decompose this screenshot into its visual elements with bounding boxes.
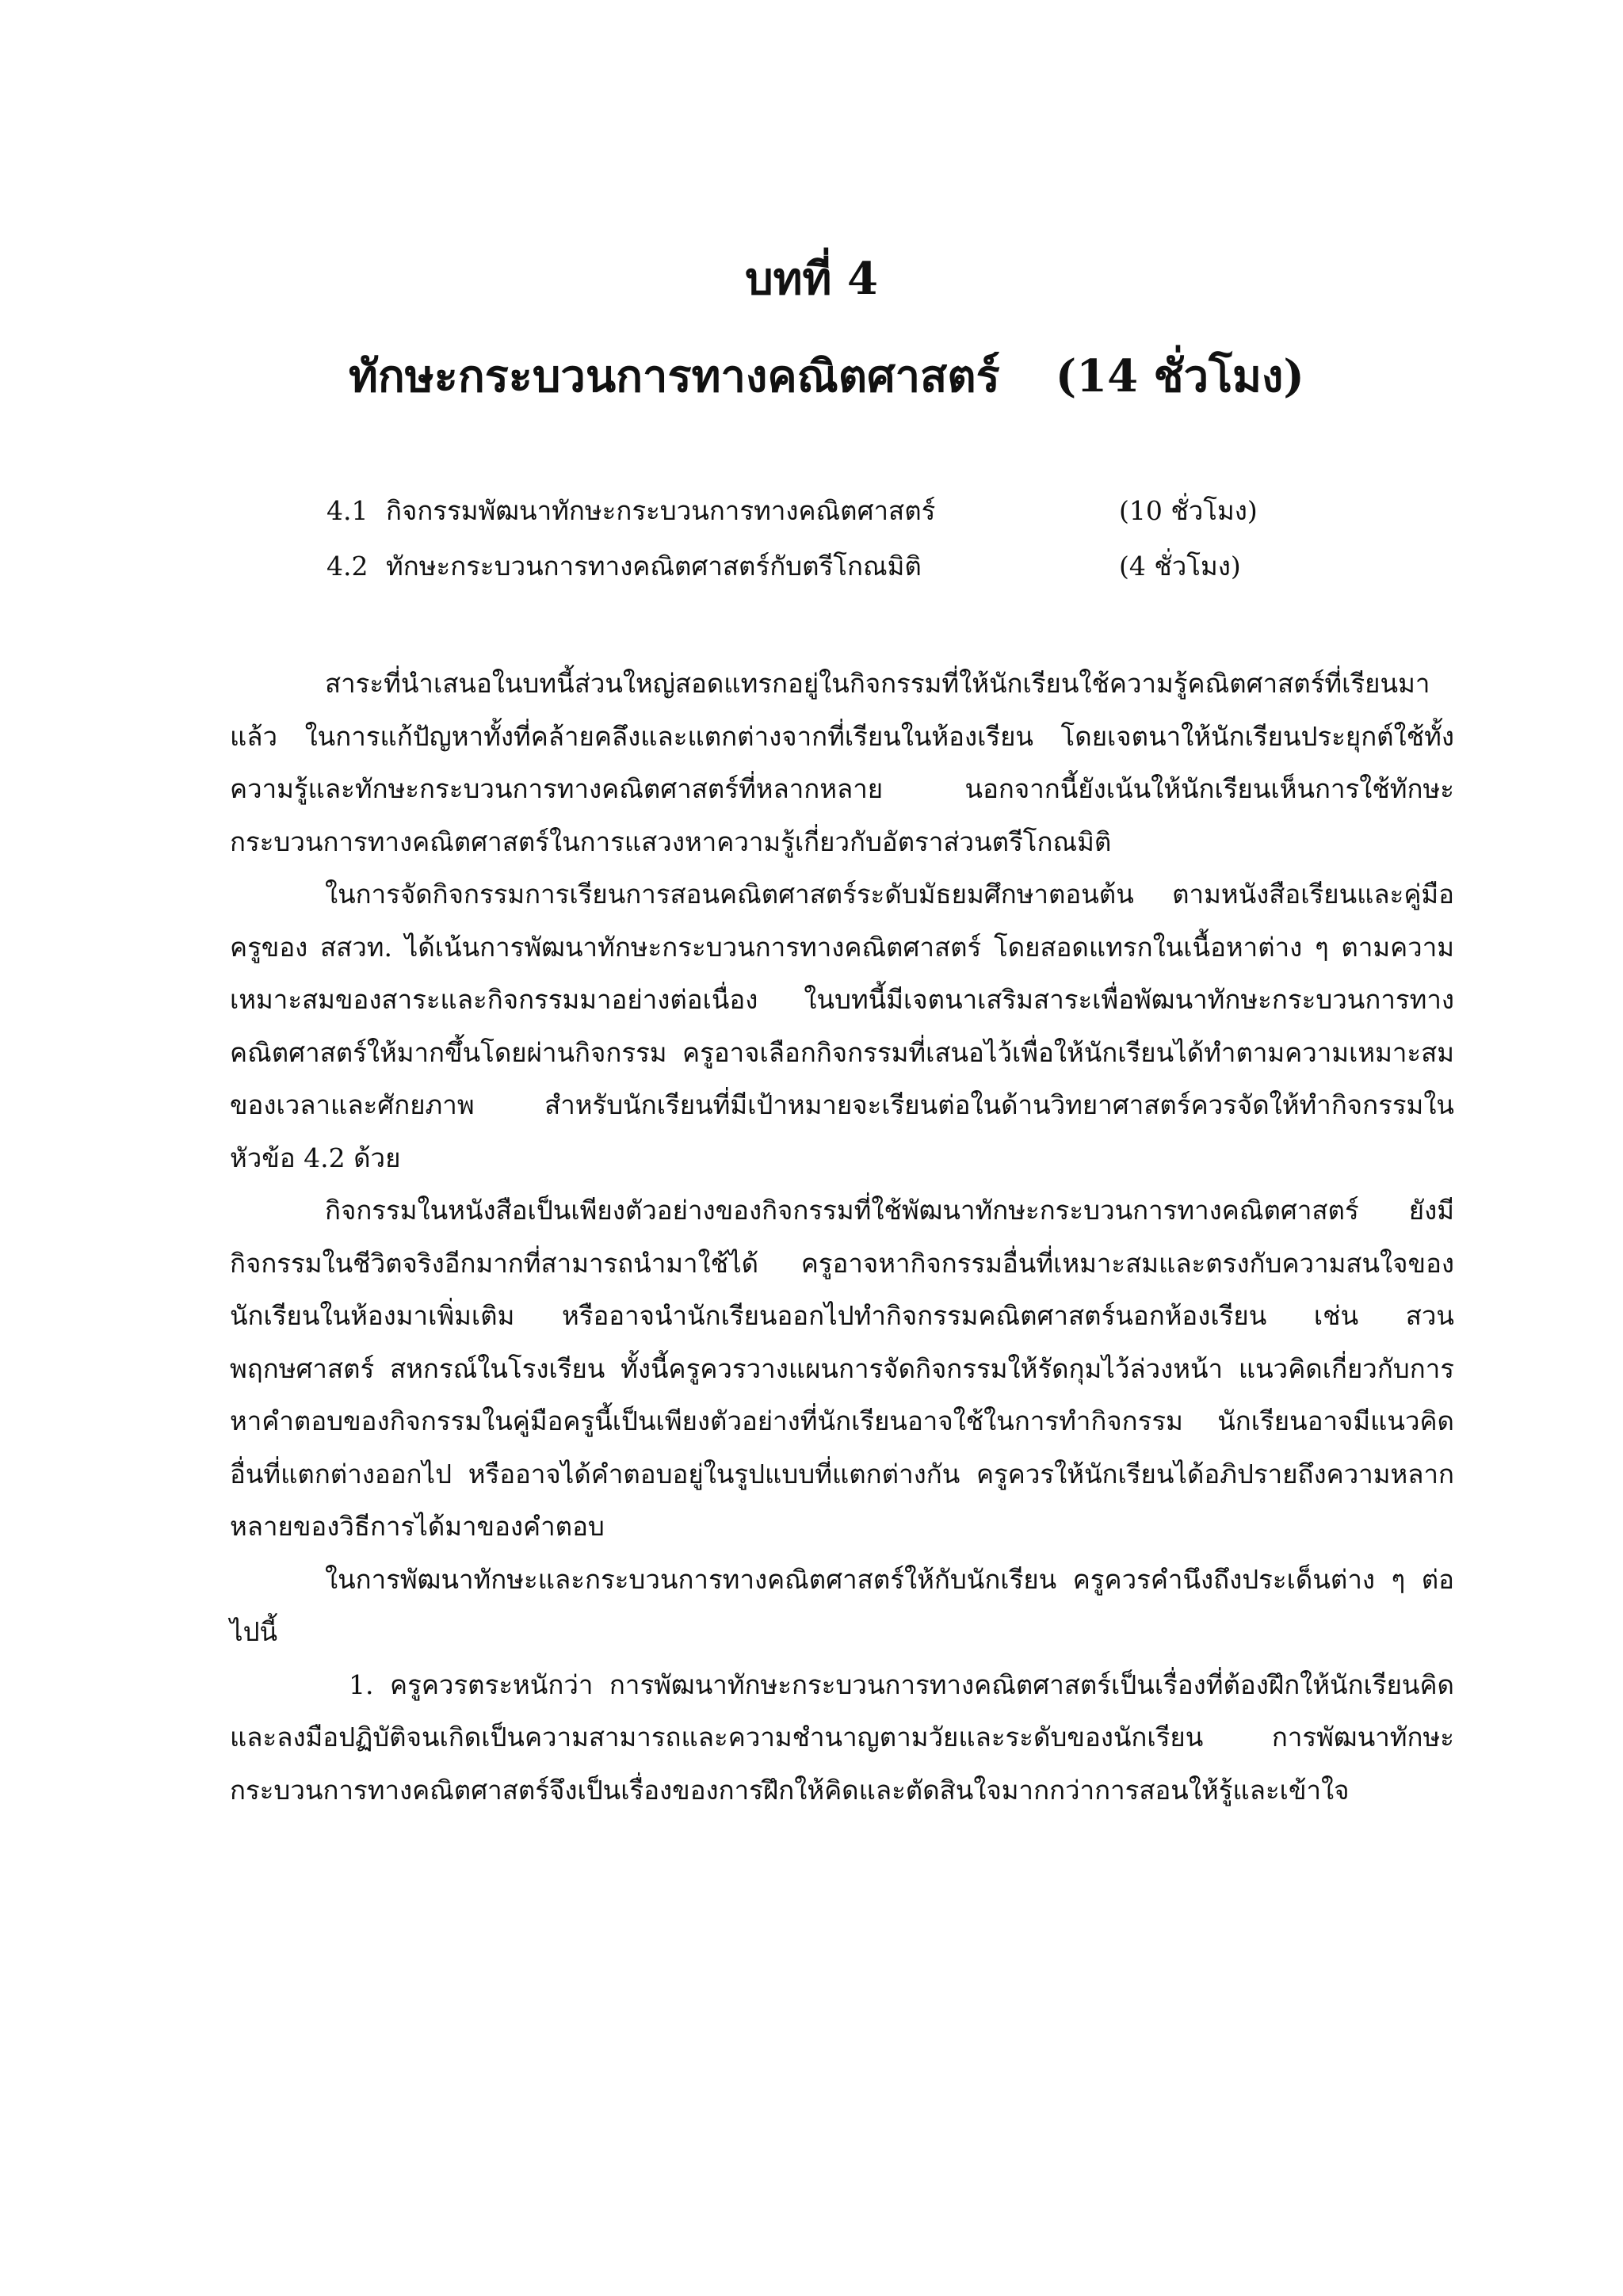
section-label: ทักษะกระบวนการทางคณิตศาสตร์กับตรีโกณมิติ (386, 551, 922, 582)
paragraph: ในการพัฒนาทักษะและกระบวนการทางคณิตศาสตร์ให้กับนักเรียน ครูควรคำนึงถึงประเด็นต่าง ๆ ต่อไปนี้ (230, 1563, 1454, 1647)
paragraph: ในการจัดกิจกรรมการเรียนการสอนคณิตศาสตร์ระดับมัธยมศึกษาตอนต้น ตามหนังสือเรียนและคู่มือครูของ สสวท. ได้เน้นการพัฒนาทักษะกระบวนการทางคณิตศาสตร์ โดยสอดแทรกในเนื้อหาต่าง ๆ ตามความเหมาะสมของสาระและกิจกรรมมาอย่างต่อเนื่อง ในบทนี้มีเจตนาเสริมสาระเพื่อพัฒนาทักษะกระบวนการทางคณิตศาสตร์ให้มากขึ้นโดยผ่านกิจกรรม ครูอาจเลือกกิจกรรมที่เสนอไว้เพื่อให้นักเรียนได้ทำตามความเหมาะสมของเวลาและศักยภาพ สำหรับนักเรียนที่มีเป้าหมายจะเรียนต่อในด้านวิทยาศาสตร์ควรจัดให้ทำกิจกรรมในหัวข้อ 4.2 ด้วย (230, 879, 1454, 1173)
section-hours: (10 ชั่วโมง) (1119, 495, 1258, 526)
chapter-title-line (349, 341, 1379, 412)
section-item (327, 483, 1357, 539)
paragraph: กิจกรรมในหนังสือเป็นเพียงตัวอย่างของกิจกรรมที่ใช้พัฒนาทักษะกระบวนการทางคณิตศาสตร์ ยังมีกิจกรรมในชีวิตจริงอีกมากที่สามารถนำมาใช้ได้ ครูอาจหากิจกรรมอื่นที่เหมาะสมและตรงกับความสนใจของนักเรียนในห้องมาเพิ่มเติม หรืออาจนำนักเรียนออกไปทำกิจกรรมคณิตศาสตร์นอกห้องเรียน เช่น สวนพฤกษศาสตร์ สหกรณ์ในโรงเรียน ทั้งนี้ครูควรวางแผนการจัดกิจกรรมให้รัดกุมไว้ล่วงหน้า แนวคิดเกี่ยวกับการหาคำตอบของกิจกรรมในคู่มือครูนี้เป็นเพียงตัวอย่างที่นักเรียนอาจใช้ในการทำกิจกรรม นักเรียนอาจมีแนวคิดอื่นที่แตกต่างออกไป หรืออาจได้คำตอบอยู่ในรูปแบบที่แตกต่างกัน ครูควรให้นักเรียนได้อภิปรายถึงความหลากหลายของวิธีการได้มาของคำตอบ (230, 1195, 1454, 1542)
chapter-title: ทักษะกระบวนการทางคณิตศาสตร์ (349, 350, 1000, 402)
body-text (230, 658, 1454, 1817)
chapter-hours: (14 ชั่วโมง) (1055, 350, 1304, 402)
section-number: 4.1 (327, 495, 369, 526)
section-hours: (4 ชั่วโมง) (1119, 551, 1241, 582)
section-number: 4.2 (327, 551, 369, 582)
paragraph: สาระที่นำเสนอในบทนี้ส่วนใหญ่สอดแทรกอยู่ในกิจกรรมที่ให้นักเรียนใช้ความรู้คณิตศาสตร์ที่เรียนมาแล้ว ในการแก้ปัญหาทั้งที่คล้ายคลึงและแตกต่างจากที่เรียนในห้องเรียน โดยเจตนาให้นักเรียนประยุกต์ใช้ทั้งความรู้และทักษะกระบวนการทางคณิตศาสตร์ที่หลากหลาย นอกจากนี้ยังเน้นให้นักเรียนเห็นการใช้ทักษะกระบวนการทางคณิตศาสตร์ในการแสวงหาความรู้เกี่ยวกับอัตราส่วนตรีโกณมิติ (230, 668, 1454, 857)
chapter-number: บทที่ 4 (745, 253, 878, 305)
numbered-paragraph: 1. ครูควรตระหนักว่า การพัฒนาทักษะกระบวนการทางคณิตศาสตร์เป็นเรื่องที่ต้องฝึกให้นักเรียนคิดและลงมือปฏิบัติจนเกิดเป็นความสามารถและความชำนาญตามวัยและระดับของนักเรียน การพัฒนาทักษะกระบวนการทางคณิตศาสตร์จึงเป็นเรื่องของการฝึกให้คิดและตัดสินใจมากกว่าการสอนให้รู้และเข้าใจ (230, 1669, 1454, 1806)
section-list (327, 483, 1357, 594)
section-item (327, 539, 1357, 594)
section-label: กิจกรรมพัฒนาทักษะกระบวนการทางคณิตศาสตร์ (386, 495, 936, 526)
